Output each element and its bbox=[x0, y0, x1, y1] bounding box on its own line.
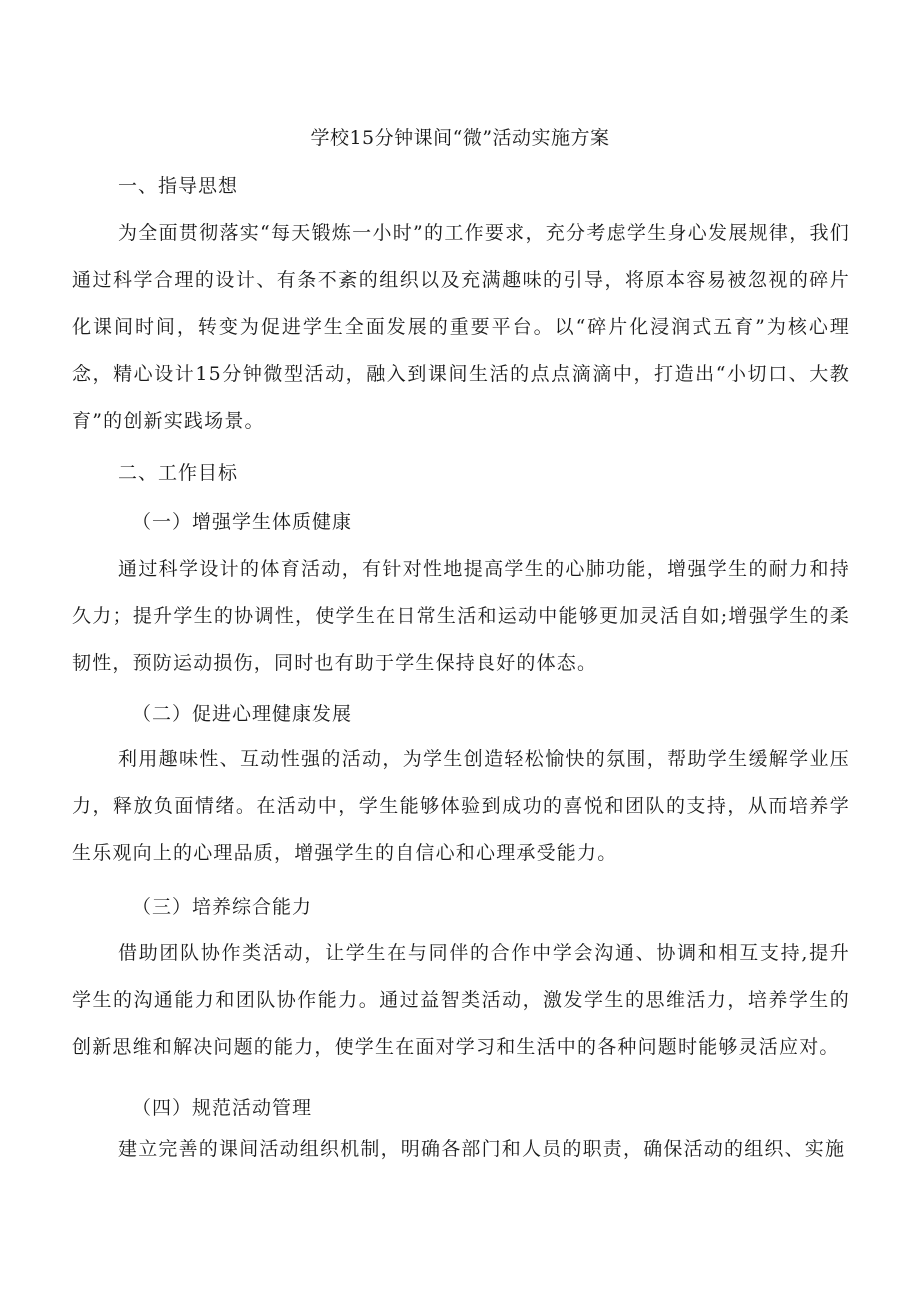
subheading-mental-health: （二）促进心理健康发展 bbox=[132, 703, 353, 725]
section-heading-work-goals: 二、工作目标 bbox=[118, 462, 239, 484]
section-heading-guiding-thought: 一、指导思想 bbox=[118, 175, 239, 197]
paragraph-comprehensive-ability: 借助团队协作类活动，让学生在与同伴的合作中学会沟通、协调和相互支持,提升学生的沟通能力和团队协作能力。通过益智类活动，激发学生的思维活力，培养学生的创新思维和解决问题的能力，使学生在面对学习和生活中的各种问题时能够灵活应对。 bbox=[72, 942, 850, 1058]
paragraph-guiding-thought: 为全面贯彻落实“每天锻炼一小时”的工作要求，充分考虑学生身心发展规律，我们通过科学合理的设计、有条不紊的组织以及充满趣味的引导，将原本容易被忽视的碎片化课间时间，转变为促进学生全面发展的重要平台。以“碎片化浸润式五育”为核心理念，精心设计15分钟微型活动，融入到课间生活的点点滴滴中，打造出“小切口、大教育”的创新实践场景。 bbox=[72, 222, 850, 432]
document-title: 学校15分钟课间“微”活动实施方案 bbox=[310, 127, 610, 149]
paragraph-physical-health: 通过科学设计的体育活动，有针对性地提高学生的心肺功能，增强学生的耐力和持久力；提升学生的协调性，使学生在日常生活和运动中能够更加灵活自如;增强学生的柔韧性，预防运动损伤，同时也有助于学生保持良好的体态。 bbox=[72, 558, 850, 674]
subheading-comprehensive-ability: （三）培养综合能力 bbox=[132, 896, 313, 918]
subheading-activity-management: （四）规范活动管理 bbox=[132, 1097, 313, 1119]
paragraph-activity-management: 建立完善的课间活动组织机制，明确各部门和人员的职责，确保活动的组织、实施 bbox=[118, 1138, 846, 1160]
subheading-physical-health: （一）增强学生体质健康 bbox=[132, 511, 353, 533]
paragraph-mental-health: 利用趣味性、互动性强的活动，为学生创造轻松愉快的氛围，帮助学生缓解学业压力，释放负面情绪。在活动中，学生能够体验到成功的喜悦和团队的支持，从而培养学生乐观向上的心理品质，增强学生的自信心和心理承受能力。 bbox=[72, 748, 850, 864]
